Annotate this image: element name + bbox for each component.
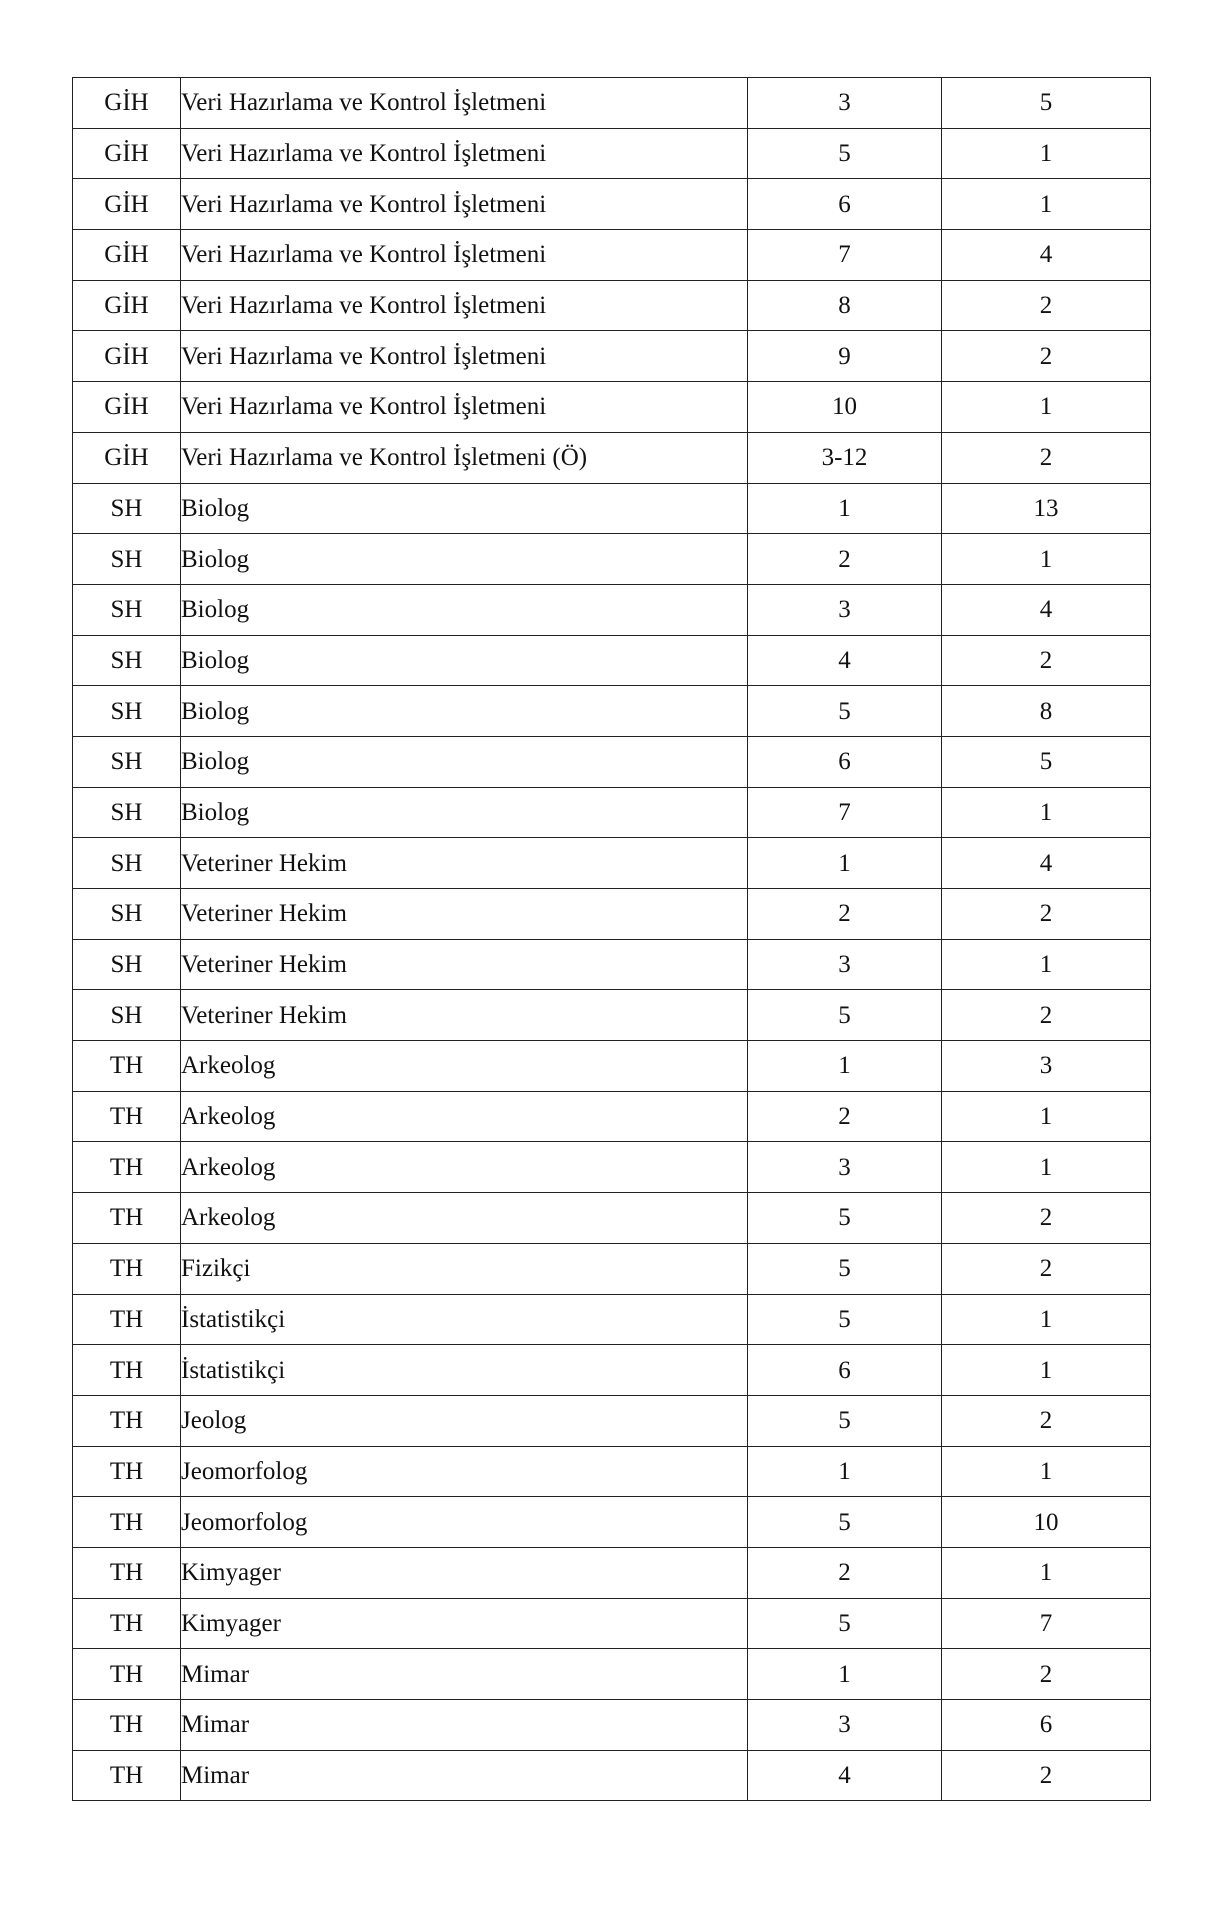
title-cell: Veri Hazırlama ve Kontrol İşletmeni bbox=[181, 78, 748, 129]
table-row bbox=[73, 1598, 1151, 1649]
count-cell: 1 bbox=[942, 1547, 1151, 1598]
class-cell: GİH bbox=[73, 331, 181, 382]
degree-cell: 5 bbox=[748, 1294, 942, 1345]
table-row bbox=[73, 1649, 1151, 1700]
title-cell: Veteriner Hekim bbox=[181, 990, 748, 1041]
class-cell: TH bbox=[73, 1750, 181, 1801]
count-cell: 2 bbox=[942, 1193, 1151, 1244]
table-row bbox=[73, 1345, 1151, 1396]
class-cell: TH bbox=[73, 1193, 181, 1244]
class-cell: GİH bbox=[73, 128, 181, 179]
title-cell: İstatistikçi bbox=[181, 1345, 748, 1396]
count-cell: 1 bbox=[942, 1142, 1151, 1193]
count-cell: 2 bbox=[942, 1649, 1151, 1700]
degree-cell: 2 bbox=[748, 889, 942, 940]
count-cell: 5 bbox=[942, 736, 1151, 787]
title-cell: Mimar bbox=[181, 1649, 748, 1700]
count-cell: 10 bbox=[942, 1497, 1151, 1548]
table-row bbox=[73, 1547, 1151, 1598]
class-cell: TH bbox=[73, 1041, 181, 1092]
degree-cell: 1 bbox=[748, 1649, 942, 1700]
title-cell: Kimyager bbox=[181, 1547, 748, 1598]
count-cell: 2 bbox=[942, 1750, 1151, 1801]
title-cell: Mimar bbox=[181, 1700, 748, 1751]
table-row bbox=[73, 787, 1151, 838]
title-cell: Biolog bbox=[181, 787, 748, 838]
degree-cell: 5 bbox=[748, 686, 942, 737]
table-row bbox=[73, 1395, 1151, 1446]
degree-cell: 4 bbox=[748, 635, 942, 686]
table-row bbox=[73, 736, 1151, 787]
class-cell: GİH bbox=[73, 78, 181, 129]
degree-cell: 5 bbox=[748, 1497, 942, 1548]
class-cell: TH bbox=[73, 1700, 181, 1751]
degree-cell: 1 bbox=[748, 1446, 942, 1497]
class-cell: TH bbox=[73, 1243, 181, 1294]
title-cell: Biolog bbox=[181, 736, 748, 787]
count-cell: 8 bbox=[942, 686, 1151, 737]
degree-cell: 6 bbox=[748, 1345, 942, 1396]
table-row bbox=[73, 483, 1151, 534]
title-cell: Biolog bbox=[181, 635, 748, 686]
title-cell: Arkeolog bbox=[181, 1091, 748, 1142]
degree-cell: 5 bbox=[748, 1598, 942, 1649]
title-cell: Veteriner Hekim bbox=[181, 889, 748, 940]
title-cell: İstatistikçi bbox=[181, 1294, 748, 1345]
table-row bbox=[73, 331, 1151, 382]
table-row bbox=[73, 1193, 1151, 1244]
table-row bbox=[73, 635, 1151, 686]
title-cell: Jeolog bbox=[181, 1395, 748, 1446]
count-cell: 5 bbox=[942, 78, 1151, 129]
title-cell: Arkeolog bbox=[181, 1041, 748, 1092]
degree-cell: 6 bbox=[748, 736, 942, 787]
degree-cell: 1 bbox=[748, 1041, 942, 1092]
count-cell: 1 bbox=[942, 787, 1151, 838]
table-row bbox=[73, 179, 1151, 230]
degree-cell: 3 bbox=[748, 78, 942, 129]
count-cell: 3 bbox=[942, 1041, 1151, 1092]
class-cell: GİH bbox=[73, 230, 181, 281]
title-cell: Biolog bbox=[181, 584, 748, 635]
degree-cell: 7 bbox=[748, 787, 942, 838]
degree-cell: 2 bbox=[748, 1547, 942, 1598]
count-cell: 1 bbox=[942, 1446, 1151, 1497]
count-cell: 1 bbox=[942, 382, 1151, 433]
degree-cell: 3 bbox=[748, 1700, 942, 1751]
table-row bbox=[73, 1142, 1151, 1193]
table-row bbox=[73, 1700, 1151, 1751]
class-cell: TH bbox=[73, 1497, 181, 1548]
title-cell: Veri Hazırlama ve Kontrol İşletmeni bbox=[181, 331, 748, 382]
title-cell: Mimar bbox=[181, 1750, 748, 1801]
title-cell: Jeomorfolog bbox=[181, 1497, 748, 1548]
class-cell: GİH bbox=[73, 382, 181, 433]
count-cell: 2 bbox=[942, 889, 1151, 940]
class-cell: TH bbox=[73, 1091, 181, 1142]
class-cell: TH bbox=[73, 1345, 181, 1396]
class-cell: TH bbox=[73, 1446, 181, 1497]
staff-table bbox=[72, 77, 1151, 1801]
title-cell: Veri Hazırlama ve Kontrol İşletmeni bbox=[181, 128, 748, 179]
table-row bbox=[73, 686, 1151, 737]
title-cell: Jeomorfolog bbox=[181, 1446, 748, 1497]
table-row bbox=[73, 1497, 1151, 1548]
count-cell: 2 bbox=[942, 1243, 1151, 1294]
count-cell: 1 bbox=[942, 179, 1151, 230]
degree-cell: 5 bbox=[748, 1243, 942, 1294]
title-cell: Veri Hazırlama ve Kontrol İşletmeni (Ö) bbox=[181, 432, 748, 483]
degree-cell: 2 bbox=[748, 1091, 942, 1142]
table-row bbox=[73, 280, 1151, 331]
title-cell: Arkeolog bbox=[181, 1142, 748, 1193]
class-cell: SH bbox=[73, 787, 181, 838]
count-cell: 1 bbox=[942, 534, 1151, 585]
class-cell: SH bbox=[73, 990, 181, 1041]
title-cell: Veteriner Hekim bbox=[181, 939, 748, 990]
count-cell: 2 bbox=[942, 280, 1151, 331]
table-row bbox=[73, 1091, 1151, 1142]
count-cell: 4 bbox=[942, 838, 1151, 889]
count-cell: 2 bbox=[942, 990, 1151, 1041]
table-row bbox=[73, 382, 1151, 433]
count-cell: 13 bbox=[942, 483, 1151, 534]
table-row bbox=[73, 1446, 1151, 1497]
count-cell: 1 bbox=[942, 1345, 1151, 1396]
degree-cell: 5 bbox=[748, 990, 942, 1041]
title-cell: Fizikçi bbox=[181, 1243, 748, 1294]
title-cell: Arkeolog bbox=[181, 1193, 748, 1244]
class-cell: TH bbox=[73, 1649, 181, 1700]
degree-cell: 6 bbox=[748, 179, 942, 230]
class-cell: SH bbox=[73, 686, 181, 737]
table-row bbox=[73, 230, 1151, 281]
class-cell: SH bbox=[73, 939, 181, 990]
count-cell: 7 bbox=[942, 1598, 1151, 1649]
title-cell: Biolog bbox=[181, 534, 748, 585]
degree-cell: 1 bbox=[748, 483, 942, 534]
class-cell: SH bbox=[73, 736, 181, 787]
title-cell: Biolog bbox=[181, 686, 748, 737]
degree-cell: 9 bbox=[748, 331, 942, 382]
degree-cell: 3 bbox=[748, 584, 942, 635]
count-cell: 1 bbox=[942, 1091, 1151, 1142]
count-cell: 2 bbox=[942, 1395, 1151, 1446]
title-cell: Veri Hazırlama ve Kontrol İşletmeni bbox=[181, 230, 748, 281]
class-cell: SH bbox=[73, 635, 181, 686]
degree-cell: 2 bbox=[748, 534, 942, 585]
count-cell: 1 bbox=[942, 1294, 1151, 1345]
degree-cell: 1 bbox=[748, 838, 942, 889]
table-row bbox=[73, 1243, 1151, 1294]
table-row bbox=[73, 889, 1151, 940]
class-cell: SH bbox=[73, 584, 181, 635]
table-row bbox=[73, 128, 1151, 179]
class-cell: TH bbox=[73, 1294, 181, 1345]
table-row bbox=[73, 78, 1151, 129]
count-cell: 4 bbox=[942, 584, 1151, 635]
class-cell: SH bbox=[73, 889, 181, 940]
degree-cell: 5 bbox=[748, 1193, 942, 1244]
degree-cell: 4 bbox=[748, 1750, 942, 1801]
degree-cell: 5 bbox=[748, 128, 942, 179]
table-row bbox=[73, 1294, 1151, 1345]
table-row bbox=[73, 534, 1151, 585]
title-cell: Biolog bbox=[181, 483, 748, 534]
count-cell: 2 bbox=[942, 635, 1151, 686]
title-cell: Kimyager bbox=[181, 1598, 748, 1649]
class-cell: GİH bbox=[73, 432, 181, 483]
count-cell: 1 bbox=[942, 939, 1151, 990]
title-cell: Veri Hazırlama ve Kontrol İşletmeni bbox=[181, 179, 748, 230]
degree-cell: 5 bbox=[748, 1395, 942, 1446]
degree-cell: 7 bbox=[748, 230, 942, 281]
degree-cell: 8 bbox=[748, 280, 942, 331]
count-cell: 6 bbox=[942, 1700, 1151, 1751]
staff-table-body bbox=[73, 78, 1151, 1801]
title-cell: Veri Hazırlama ve Kontrol İşletmeni bbox=[181, 280, 748, 331]
table-row bbox=[73, 838, 1151, 889]
class-cell: SH bbox=[73, 534, 181, 585]
degree-cell: 3-12 bbox=[748, 432, 942, 483]
degree-cell: 10 bbox=[748, 382, 942, 433]
table-row bbox=[73, 432, 1151, 483]
count-cell: 4 bbox=[942, 230, 1151, 281]
class-cell: GİH bbox=[73, 179, 181, 230]
degree-cell: 3 bbox=[748, 1142, 942, 1193]
degree-cell: 3 bbox=[748, 939, 942, 990]
table-row bbox=[73, 939, 1151, 990]
table-row bbox=[73, 990, 1151, 1041]
class-cell: TH bbox=[73, 1142, 181, 1193]
count-cell: 2 bbox=[942, 331, 1151, 382]
class-cell: TH bbox=[73, 1547, 181, 1598]
table-row bbox=[73, 1750, 1151, 1801]
class-cell: TH bbox=[73, 1598, 181, 1649]
class-cell: SH bbox=[73, 838, 181, 889]
count-cell: 2 bbox=[942, 432, 1151, 483]
title-cell: Veteriner Hekim bbox=[181, 838, 748, 889]
title-cell: Veri Hazırlama ve Kontrol İşletmeni bbox=[181, 382, 748, 433]
class-cell: SH bbox=[73, 483, 181, 534]
table-row bbox=[73, 1041, 1151, 1092]
table-row bbox=[73, 584, 1151, 635]
class-cell: GİH bbox=[73, 280, 181, 331]
count-cell: 1 bbox=[942, 128, 1151, 179]
class-cell: TH bbox=[73, 1395, 181, 1446]
